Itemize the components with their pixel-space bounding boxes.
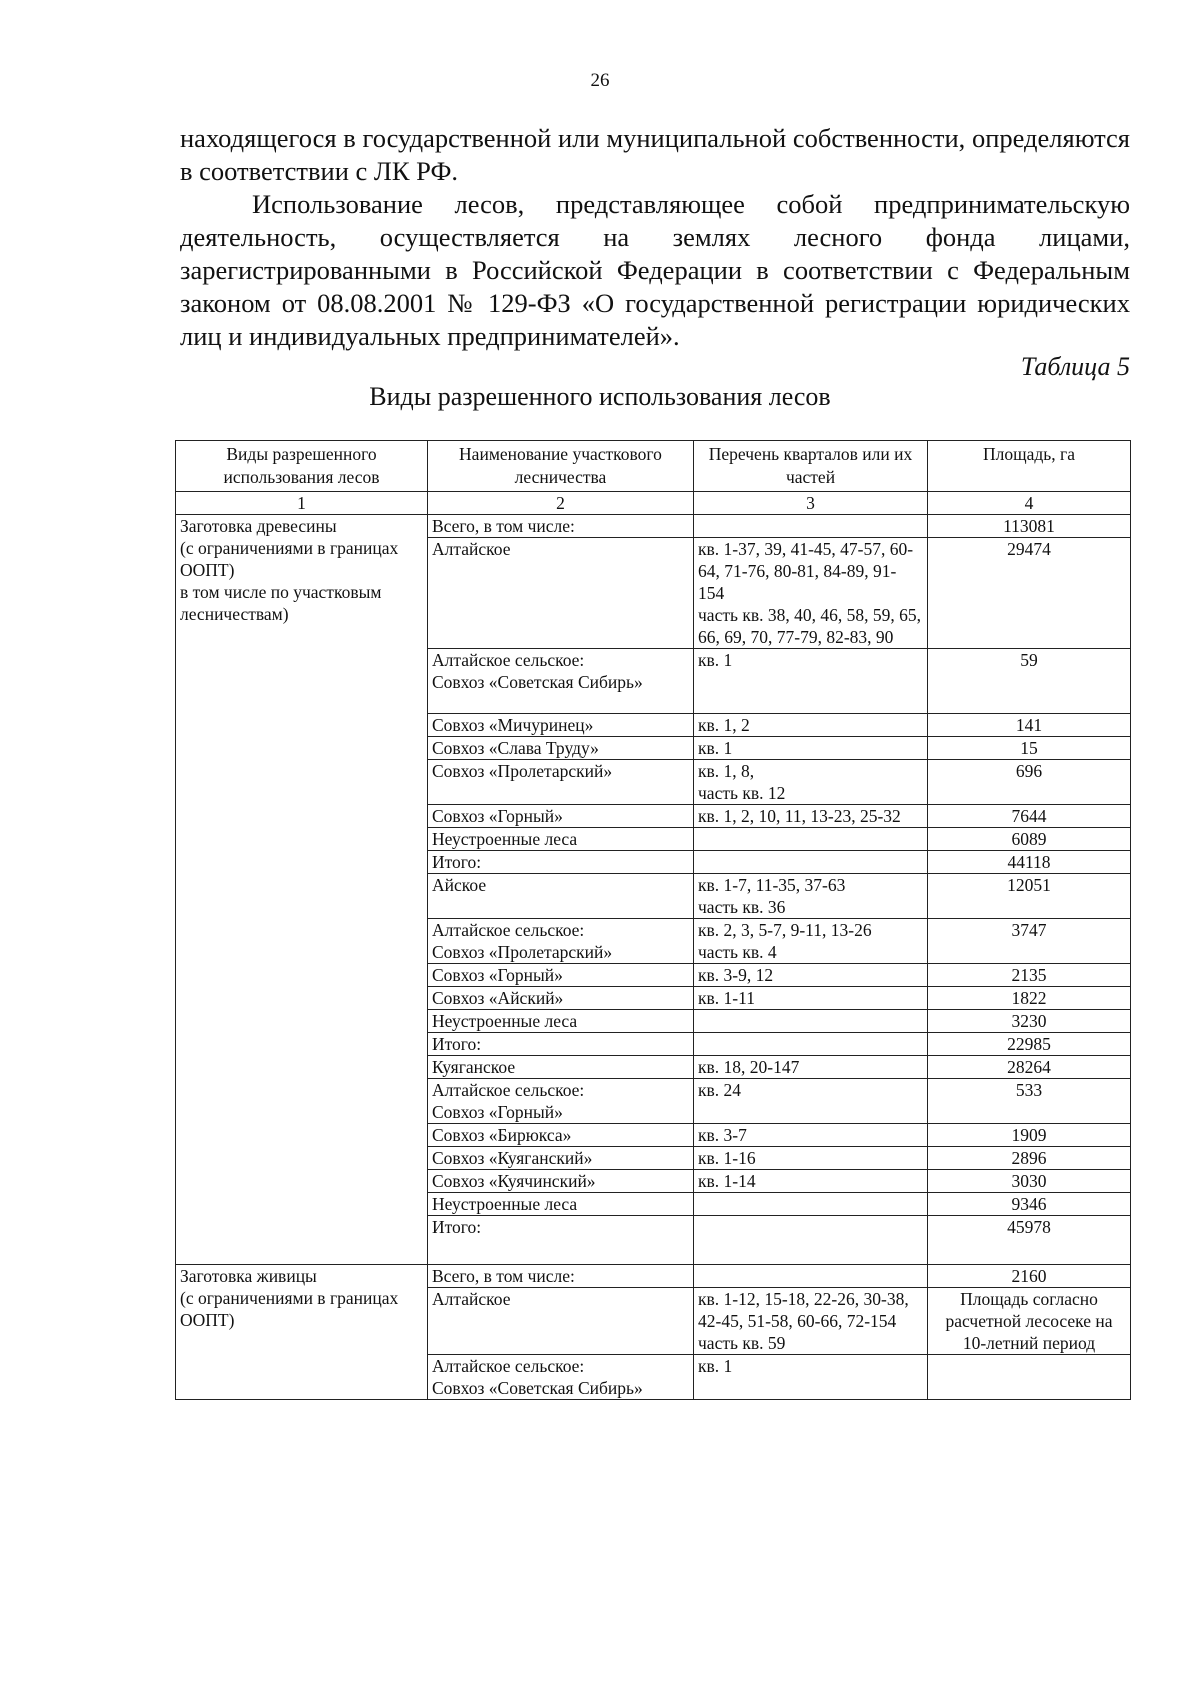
column-number-row xyxy=(176,492,1131,515)
forestry-name-cell: Неустроенные леса xyxy=(428,1010,694,1033)
quarters-cell: кв. 24 xyxy=(694,1079,928,1124)
column-number: 2 xyxy=(428,492,694,515)
forestry-name-cell: Алтайское xyxy=(428,1288,694,1355)
area-cell: 7644 xyxy=(928,805,1131,828)
area-cell: 28264 xyxy=(928,1056,1131,1079)
quarters-cell: кв. 2, 3, 5-7, 9-11, 13-26 часть кв. 4 xyxy=(694,919,928,964)
use-type-cell: Заготовка живицы (с ограничениями в границах ООПТ) xyxy=(176,1265,428,1400)
area-cell: 2896 xyxy=(928,1147,1131,1170)
quarters-cell: кв. 1, 2 xyxy=(694,714,928,737)
use-type-cell: Заготовка древесины (с ограничениями в границах ООПТ) в том числе по участковым лесничествам) xyxy=(176,515,428,1265)
area-cell: 2135 xyxy=(928,964,1131,987)
quarters-cell: кв. 1, 2, 10, 11, 13-23, 25-32 xyxy=(694,805,928,828)
forestry-name-cell: Совхоз «Горный» xyxy=(428,805,694,828)
area-cell: 3030 xyxy=(928,1170,1131,1193)
quarters-cell: кв. 3-9, 12 xyxy=(694,964,928,987)
page-number: 26 xyxy=(590,70,610,91)
column-number: 3 xyxy=(694,492,928,515)
forestry-name-cell: Совхоз «Горный» xyxy=(428,964,694,987)
forestry-name-cell: Всего, в том числе: xyxy=(428,515,694,538)
quarters-cell: кв. 1 xyxy=(694,1355,928,1400)
area-cell: 696 xyxy=(928,760,1131,805)
quarters-cell: кв. 1-11 xyxy=(694,987,928,1010)
area-cell: 3747 xyxy=(928,919,1131,964)
quarters-cell: кв. 1 xyxy=(694,649,928,714)
quarters-cell xyxy=(694,1033,928,1056)
quarters-cell: кв. 1, 8, часть кв. 12 xyxy=(694,760,928,805)
quarters-cell: кв. 1-7, 11-35, 37-63 часть кв. 36 xyxy=(694,874,928,919)
table-row xyxy=(176,1265,1131,1288)
quarters-cell: кв. 1-14 xyxy=(694,1170,928,1193)
quarters-cell xyxy=(694,1216,928,1265)
column-number: 1 xyxy=(176,492,428,515)
forestry-name-cell: Совхоз «Куяганский» xyxy=(428,1147,694,1170)
forestry-name-cell: Куяганское xyxy=(428,1056,694,1079)
area-cell: 6089 xyxy=(928,828,1131,851)
forestry-name-cell: Совхоз «Бирюкса» xyxy=(428,1124,694,1147)
quarters-cell: кв. 1-16 xyxy=(694,1147,928,1170)
table-row xyxy=(176,515,1131,538)
table-title: Виды разрешенного использования лесов xyxy=(369,382,831,411)
forestry-name-cell: Айское xyxy=(428,874,694,919)
header-forestry-name: Наименование участкового лесничества xyxy=(428,441,694,492)
forestry-name-cell: Неустроенные леса xyxy=(428,1193,694,1216)
quarters-cell: кв. 1 xyxy=(694,737,928,760)
body-text xyxy=(180,122,1130,353)
quarters-cell xyxy=(694,1265,928,1288)
forestry-name-cell: Итого: xyxy=(428,1216,694,1265)
area-cell: 1909 xyxy=(928,1124,1131,1147)
forestry-name-cell: Совхоз «Пролетарский» xyxy=(428,760,694,805)
quarters-cell xyxy=(694,515,928,538)
area-cell: 141 xyxy=(928,714,1131,737)
table-body xyxy=(176,515,1131,1400)
forestry-name-cell: Алтайское сельское: Совхоз «Пролетарский» xyxy=(428,919,694,964)
quarters-cell xyxy=(694,851,928,874)
area-cell: 12051 xyxy=(928,874,1131,919)
area-cell: 29474 xyxy=(928,538,1131,649)
area-cell: 533 xyxy=(928,1079,1131,1124)
forestry-name-cell: Совхоз «Мичуринец» xyxy=(428,714,694,737)
area-cell: 45978 xyxy=(928,1216,1131,1265)
column-number: 4 xyxy=(928,492,1131,515)
quarters-cell xyxy=(694,828,928,851)
forest-use-table xyxy=(175,440,1131,1400)
area-cell: 3230 xyxy=(928,1010,1131,1033)
area-cell: 22985 xyxy=(928,1033,1131,1056)
area-cell: 44118 xyxy=(928,851,1131,874)
forestry-name-cell: Совхоз «Куячинский» xyxy=(428,1170,694,1193)
quarters-cell: кв. 1-37, 39, 41-45, 47-57, 60-64, 71-76, 80-81, 84-89, 91- 154 часть кв. 38, 40, 46, 58, 59, 65, 66, 69, 70, 77-79, 82-83, 90 xyxy=(694,538,928,649)
header-quarters: Перечень кварталов или их частей xyxy=(694,441,928,492)
forestry-name-cell: Алтайское сельское: Совхоз «Советская Сибирь» xyxy=(428,1355,694,1400)
area-cell xyxy=(928,1355,1131,1400)
forestry-name-cell: Алтайское сельское: Совхоз «Горный» xyxy=(428,1079,694,1124)
area-cell: 15 xyxy=(928,737,1131,760)
quarters-cell xyxy=(694,1193,928,1216)
forestry-name-cell: Неустроенные леса xyxy=(428,828,694,851)
area-cell: 9346 xyxy=(928,1193,1131,1216)
paragraph-2: Использование лесов, представляющее собой предпринимательскую деятельность, осуществляется на землях лесного фонда лицами, зарегистрированными в Российской Федерации в соответствии с Федеральным законом от 08.08.2001 № 129-ФЗ «О государственной регистрации юридических лиц и индивидуальных предпринимателей». xyxy=(180,189,1130,351)
quarters-cell: кв. 1-12, 15-18, 22-26, 30-38, 42-45, 51-58, 60-66, 72-154 часть кв. 59 xyxy=(694,1288,928,1355)
quarters-cell xyxy=(694,1010,928,1033)
table-header-row xyxy=(176,441,1131,492)
forestry-name-cell: Алтайское сельское: Совхоз «Советская Сибирь» xyxy=(428,649,694,714)
forestry-name-cell: Итого: xyxy=(428,1033,694,1056)
quarters-cell: кв. 3-7 xyxy=(694,1124,928,1147)
header-area: Площадь, га xyxy=(928,441,1131,492)
table-label: Таблица 5 xyxy=(1020,352,1130,381)
area-cell: 1822 xyxy=(928,987,1131,1010)
forestry-name-cell: Совхоз «Айский» xyxy=(428,987,694,1010)
area-cell: 2160 xyxy=(928,1265,1131,1288)
forestry-name-cell: Итого: xyxy=(428,851,694,874)
forestry-name-cell: Совхоз «Слава Труду» xyxy=(428,737,694,760)
forestry-name-cell: Алтайское xyxy=(428,538,694,649)
forestry-name-cell: Всего, в том числе: xyxy=(428,1265,694,1288)
area-cell: 59 xyxy=(928,649,1131,714)
header-use-type: Виды разрешенного использования лесов xyxy=(176,441,428,492)
area-cell: Площадь согласно расчетной лесосеке на 10-летний период xyxy=(928,1288,1131,1355)
area-cell: 113081 xyxy=(928,515,1131,538)
paragraph-1: находящегося в государственной или муниципальной собственности, определяются в соответствии с ЛК РФ. xyxy=(180,123,1130,186)
quarters-cell: кв. 18, 20-147 xyxy=(694,1056,928,1079)
